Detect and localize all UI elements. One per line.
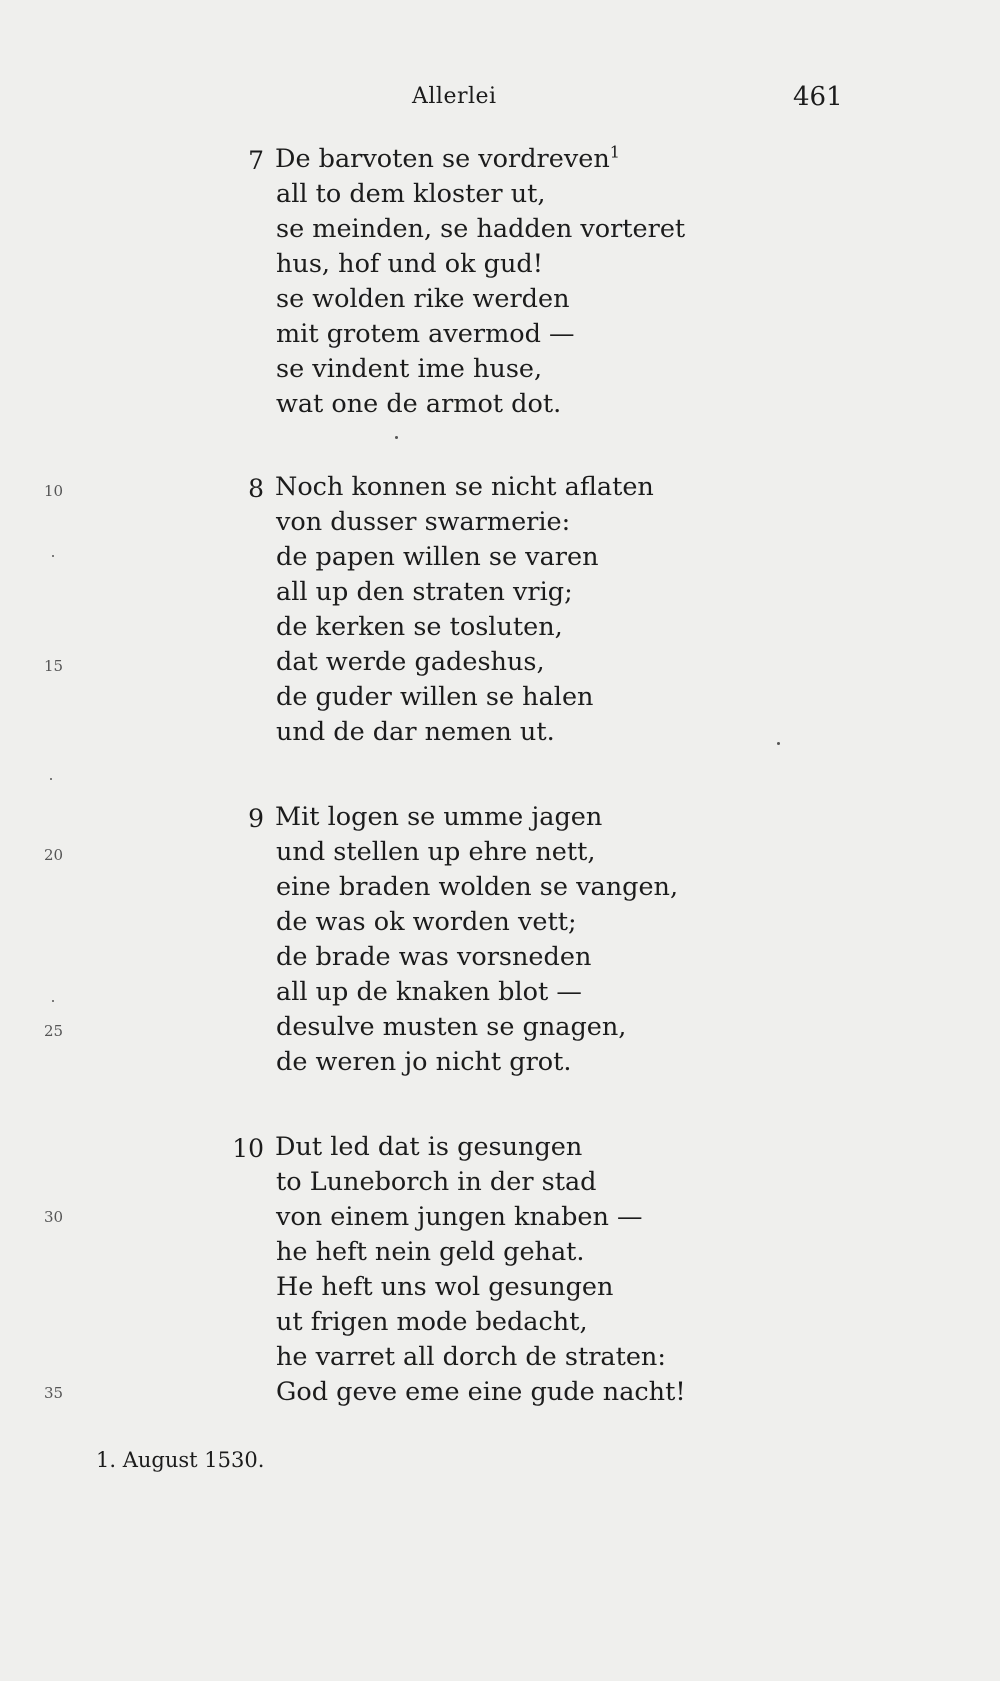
stanza-number: 7 xyxy=(248,146,264,175)
verse-line: all up den straten vrig; xyxy=(276,577,573,607)
running-header: Allerlei xyxy=(412,84,497,109)
verse-line: De barvoten se vordreven$^1$ xyxy=(275,142,620,174)
verse-line: to Luneborch in der stad xyxy=(276,1167,597,1197)
verse-line: ut frigen mode bedacht, xyxy=(276,1307,588,1337)
stanza-number: 10 xyxy=(232,1134,264,1163)
verse-line: und stellen up ehre nett, xyxy=(276,837,596,867)
verse-line: von einem jungen knaben — xyxy=(276,1202,643,1232)
verse-line: he varret all dorch de straten: xyxy=(276,1342,666,1372)
print-speck xyxy=(52,1000,54,1002)
margin-line-number: 10 xyxy=(44,482,64,500)
verse-line: se meinden, se hadden vorteret xyxy=(276,214,686,244)
verse-line: all up de knaken blot — xyxy=(276,977,582,1007)
verse-line: se vindent ime huse, xyxy=(276,354,543,384)
page-number: 461 xyxy=(793,82,843,112)
verse-line: mit grotem avermod — xyxy=(276,319,575,349)
verse-line: hus, hof und ok gud! xyxy=(276,249,543,279)
stanza-number: 8 xyxy=(248,474,264,503)
verse-line: eine braden wolden se vangen, xyxy=(276,872,679,902)
verse-line: de was ok worden vett; xyxy=(276,907,577,937)
verse-line: de brade was vorsneden xyxy=(276,942,592,972)
verse-line: dat werde gadeshus, xyxy=(276,647,545,677)
margin-line-number: 25 xyxy=(44,1022,64,1040)
verse-line: se wolden rike werden xyxy=(276,284,570,314)
verse-line: Noch konnen se nicht aflaten xyxy=(275,472,654,502)
verse-line: de weren jo nicht grot. xyxy=(276,1047,572,1077)
verse-line: wat one de armot dot. xyxy=(276,389,562,419)
verse-line: Mit logen se umme jagen xyxy=(275,802,603,832)
verse-line: God geve eme eine gude nacht! xyxy=(276,1377,686,1407)
print-speck xyxy=(52,555,54,557)
verse-line: desulve musten se gnagen, xyxy=(276,1012,627,1042)
verse-line: He heft uns wol gesungen xyxy=(276,1272,614,1302)
margin-line-number: 35 xyxy=(44,1384,64,1402)
margin-line-number: 20 xyxy=(44,846,64,864)
footnote: 1. August 1530. xyxy=(96,1448,265,1472)
print-speck xyxy=(395,436,398,439)
margin-line-number: 15 xyxy=(44,657,64,675)
verse-line: de papen willen se varen xyxy=(276,542,599,572)
footnote-mark: 1 xyxy=(609,142,620,162)
verse-line: de guder willen se halen xyxy=(276,682,594,712)
verse-line: und de dar nemen ut. xyxy=(276,717,555,747)
verse-line: Dut led dat is gesungen xyxy=(275,1132,583,1162)
stanza-number: 9 xyxy=(248,804,264,833)
margin-line-number: 30 xyxy=(44,1208,64,1226)
verse-line: von dusser swarmerie: xyxy=(276,507,571,537)
print-speck xyxy=(777,742,780,745)
verse-line: he heft nein geld gehat. xyxy=(276,1237,585,1267)
print-speck xyxy=(50,778,52,780)
verse-line: all to dem kloster ut, xyxy=(276,179,546,209)
verse-line: de kerken se tosluten, xyxy=(276,612,563,642)
